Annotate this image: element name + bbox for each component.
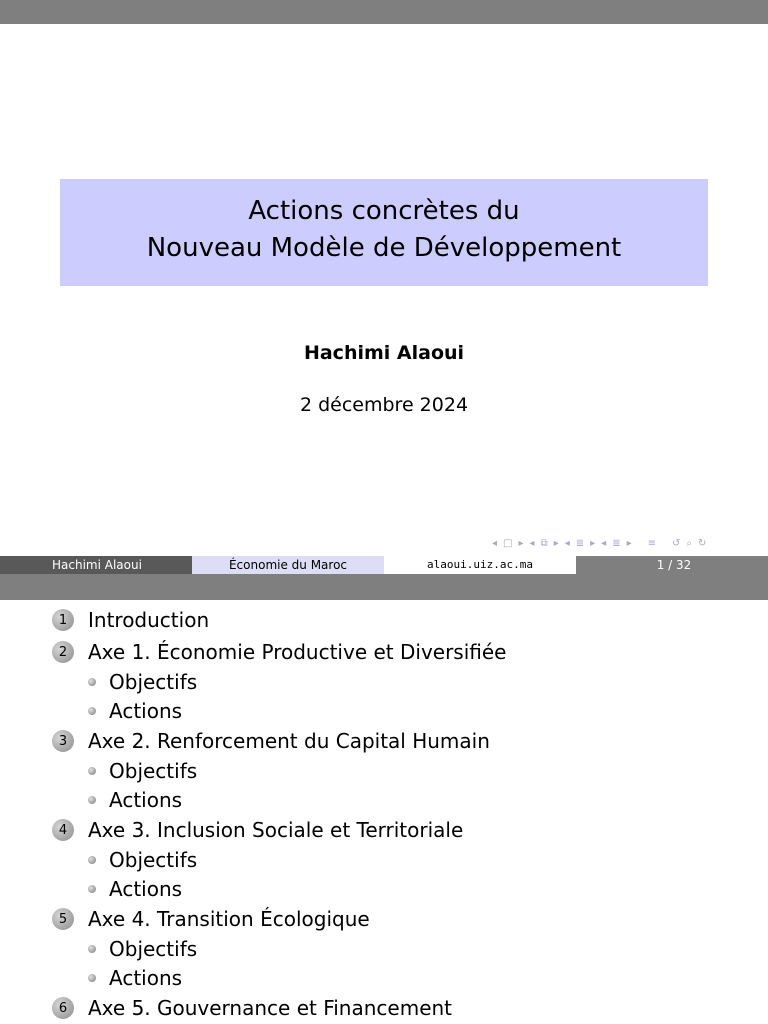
toc-subsection[interactable] [52,668,752,697]
footer-author: Hachimi Alaoui [0,556,192,574]
align-icon[interactable]: ≡ [647,537,657,549]
toc-subsection-label: Actions [109,965,183,990]
section-icon[interactable]: ≣ [575,537,585,549]
nav-prev-section-icon[interactable]: ◂ [564,537,570,549]
bullet-icon [88,856,96,864]
back-icon[interactable]: ↺ [672,537,681,549]
toc-subsection[interactable] [52,697,752,726]
toc-section-label: Axe 3. Inclusion Sociale et Territoriale [88,818,464,842]
toc-section[interactable] [52,604,752,636]
subsection-icon[interactable]: ⧉ [540,537,548,549]
toc-subsection[interactable] [52,846,752,875]
footer-url: alaoui.uiz.ac.ma [384,556,576,574]
bullet-icon [88,678,96,686]
toc-section[interactable] [52,992,752,1024]
title-slide [0,24,768,574]
section-number-ball: 1 [52,609,74,631]
nav-next-subsection-icon[interactable]: ▸ [553,537,559,549]
part-icon[interactable]: ≣ [612,537,621,549]
nav-prev-part-icon[interactable]: ◂ [601,537,607,549]
nav-prev-frame-icon[interactable]: ◂ [492,537,498,549]
section-number-ball: 5 [52,908,74,930]
bullet-icon [88,796,96,804]
bullet-icon [88,767,96,775]
nav-next-frame-icon[interactable]: ▸ [518,537,524,549]
footer-subject: Économie du Maroc [192,556,384,574]
bullet-icon [88,707,96,715]
top-bar [0,0,768,24]
toc-section-label: Axe 4. Transition Écologique [88,907,370,931]
frame-icon[interactable]: □ [503,537,513,549]
toc-subsection[interactable] [52,875,752,904]
toc-subsection[interactable] [52,935,752,964]
bullet-icon [88,945,96,953]
author-name: Hachimi Alaoui [303,342,465,364]
toc-subsection[interactable] [52,757,752,786]
table-of-contents [52,604,752,1024]
nav-prev-subsection-icon[interactable]: ◂ [529,537,535,549]
toc-subsection[interactable] [52,786,752,815]
slide-footer [0,556,768,574]
toc-subsection-label: Objectifs [109,670,198,695]
toc-section[interactable] [52,814,752,846]
footer-page-number: 1 / 32 [576,556,768,574]
search-icon[interactable]: ⌕ [686,537,693,549]
toc-section[interactable] [52,636,752,668]
toc-section[interactable] [52,903,752,935]
nav-next-section-icon[interactable]: ▸ [590,537,596,549]
toc-subsection-label: Objectifs [109,848,198,873]
toc-section-label: Axe 1. Économie Productive et Diversifiée [88,640,507,664]
toc-section-label: Axe 5. Gouvernance et Financement [88,996,453,1020]
title-line-1: Actions concrètes du [248,196,520,226]
toc-subsection-label: Actions [109,698,183,723]
section-number-ball: 2 [52,641,74,663]
bullet-icon [88,974,96,982]
presentation-date: 2 décembre 2024 [299,394,469,416]
toc-subsection-label: Objectifs [109,937,198,962]
title-box [60,179,708,286]
nav-next-part-icon[interactable]: ▸ [626,537,632,549]
beamer-nav-symbols[interactable] [492,536,706,550]
toc-subsection[interactable] [52,964,752,993]
toc-subsection-label: Objectifs [109,759,198,784]
toc-section[interactable] [52,725,752,757]
section-number-ball: 4 [52,819,74,841]
toc-subsection-label: Actions [109,787,183,812]
bullet-icon [88,885,96,893]
toc-section-label: Axe 2. Renforcement du Capital Humain [88,729,490,753]
forward-icon[interactable]: ↻ [698,537,707,549]
toc-section-label: Introduction [88,608,210,632]
section-number-ball: 3 [52,730,74,752]
toc-subsection-label: Actions [109,876,183,901]
title-line-2: Nouveau Modèle de Développement [146,233,622,263]
section-number-ball: 6 [52,997,74,1019]
slide-separator-bar [0,574,768,600]
